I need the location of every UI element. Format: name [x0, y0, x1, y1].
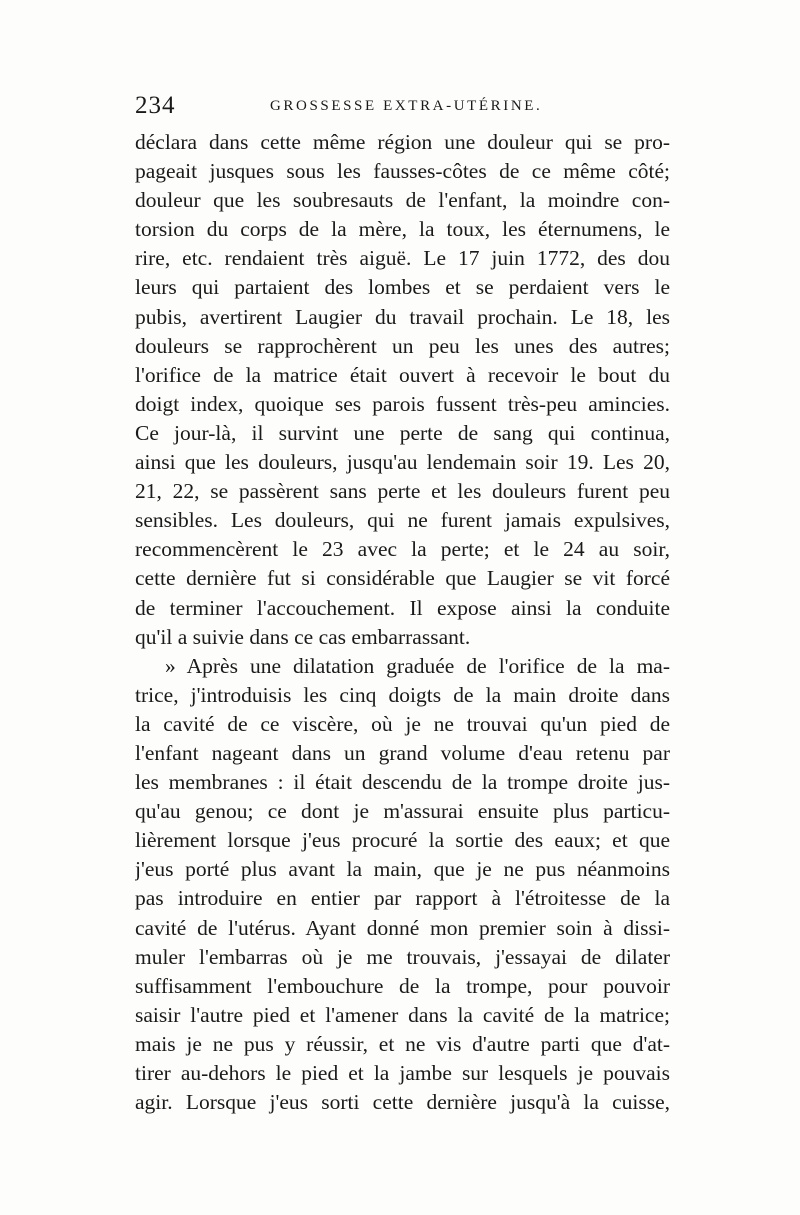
running-head: GROSSESSE EXTRA-UTÉRINE.	[270, 98, 543, 114]
text-line: pageait jusques sous les fausses-côtes de ce même côté;	[135, 159, 670, 184]
paragraph-end-line: qu'il a suivie dans ce cas embarrassant.	[135, 624, 471, 649]
text-line: les membranes : il était descendu de la trompe droite jus-	[135, 770, 670, 795]
text-line: pas introduire en entier par rapport à l'étroitesse de la	[135, 886, 670, 911]
text-line: doigt index, quoique ses parois fussent très-peu amincies.	[135, 391, 670, 416]
text-line: douleurs se rapprochèrent un peu les unes des autres;	[135, 333, 670, 358]
text-line: qu'au genou; ce dont je m'assurai ensuite plus particu-	[135, 799, 670, 824]
text-line: de terminer l'accouchement. Il expose ainsi la conduite	[135, 595, 670, 620]
text-line: muler l'embarras où je me trouvais, j'essayai de dilater	[135, 944, 670, 969]
page-header	[135, 92, 670, 124]
text-line: saisir l'autre pied et l'amener dans la cavité de la matrice;	[135, 1002, 670, 1027]
text-line: tirer au-dehors le pied et la jambe sur lesquels je pouvais	[135, 1061, 670, 1085]
paragraph-start-line: » Après une dilatation graduée de l'orifice de la ma-	[165, 653, 670, 678]
text-line: agir. Lorsque j'eus sorti cette dernière jusqu'à la cuisse,	[135, 1090, 670, 1115]
page-number: 234	[135, 92, 176, 119]
text-line: 21, 22, se passèrent sans perte et les douleurs furent peu	[135, 479, 670, 504]
text-line: l'orifice de la matrice était ouvert à recevoir le bout du	[135, 362, 670, 387]
text-line: rire, etc. rendaient très aiguë. Le 17 juin 1772, des dou	[135, 246, 670, 271]
text-line: déclara dans cette même région une douleur qui se pro-	[135, 130, 670, 154]
text-line: cavité de l'utérus. Ayant donné mon premier soin à dissi-	[135, 915, 670, 940]
text-line: ainsi que les douleurs, jusqu'au lendemain soir 19. Les 20,	[135, 450, 670, 475]
text-line: torsion du corps de la mère, la toux, les éternumens, le	[135, 217, 670, 242]
text-line: j'eus porté plus avant la main, que je ne pus néanmoins	[135, 857, 670, 882]
text-line: la cavité de ce viscère, où je ne trouvai qu'un pied de	[135, 711, 670, 736]
text-line: trice, j'introduisis les cinq doigts de la main droite dans	[135, 682, 670, 707]
body-text	[135, 128, 670, 1117]
text-line: mais je ne pus y réussir, et ne vis d'autre parti que d'at-	[135, 1031, 670, 1056]
text-line: lièrement lorsque j'eus procuré la sortie des eaux; et que	[135, 828, 670, 853]
text-line: pubis, avertirent Laugier du travail prochain. Le 18, les	[135, 304, 670, 329]
text-line: douleur que les soubresauts de l'enfant, la moindre con-	[135, 188, 670, 213]
text-line: recommencèrent le 23 avec la perte; et le 24 au soir,	[135, 537, 670, 562]
text-line: suffisamment l'embouchure de la trompe, pour pouvoir	[135, 973, 670, 998]
text-line: Ce jour-là, il survint une perte de sang qui continua,	[135, 420, 670, 445]
text-line: l'enfant nageant dans un grand volume d'eau retenu par	[135, 740, 670, 765]
text-line: sensibles. Les douleurs, qui ne furent jamais expulsives,	[135, 508, 670, 533]
text-line: leurs qui partaient des lombes et se perdaient vers le	[135, 275, 670, 300]
text-line: cette dernière fut si considérable que Laugier se vit forcé	[135, 566, 670, 591]
